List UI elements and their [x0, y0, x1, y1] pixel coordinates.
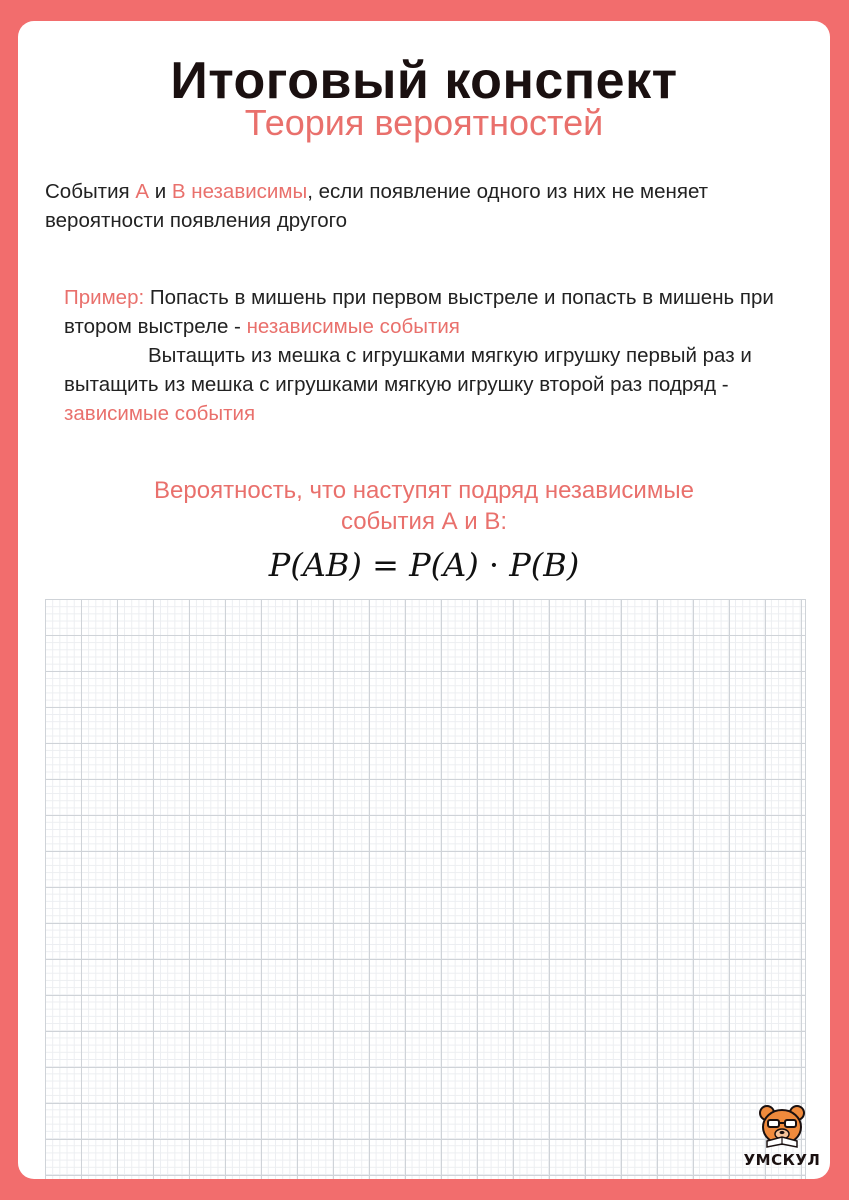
- example-label: Пример:: [64, 286, 145, 309]
- formula-pa: P(A): [409, 546, 479, 584]
- formula-pb: P(B): [509, 546, 580, 584]
- umskul-logo: [740, 1103, 824, 1169]
- definition-text: [45, 177, 815, 235]
- example-result-independent: независимые события: [246, 315, 460, 338]
- definition-part: и: [149, 180, 172, 203]
- probability-caption: [18, 475, 830, 537]
- definition-part: События: [45, 180, 136, 203]
- summary-card: [18, 21, 830, 1179]
- grid-paper: [45, 599, 806, 1179]
- example-block: [64, 283, 804, 428]
- formula-dot: ·: [478, 546, 510, 584]
- event-b-label: В: [171, 180, 186, 203]
- probability-caption-line-1: Вероятность, что наступят подряд независимые: [154, 477, 694, 504]
- logo-text: УМСКУЛ: [743, 1151, 821, 1169]
- probability-caption-line-2: события А и В:: [340, 508, 508, 535]
- example-result-dependent: зависимые события: [64, 402, 256, 425]
- example-text-2: Вытащить из мешка с игрушками мягкую игрушку первый раз и вытащить из мешка с игрушками мягкую игрушку второй раз подряд -: [64, 344, 752, 396]
- page-subtitle: Теория вероятностей: [244, 102, 604, 143]
- formula-equals: =: [361, 546, 410, 584]
- probability-formula: [18, 545, 830, 585]
- event-a-label: А: [135, 180, 150, 203]
- independent-term: независимы: [191, 180, 308, 203]
- definition-part: , если появление одного из них не меняет вероятности появления другого: [45, 180, 709, 232]
- example-second-line: [64, 341, 804, 428]
- example-text-1: Попасть в мишень при первом выстреле и попасть в мишень при втором выстреле -: [64, 286, 774, 338]
- formula-lhs: P(AB): [268, 546, 362, 584]
- page-title: Итоговый конспект: [170, 52, 678, 110]
- bear-icon: [757, 1103, 807, 1149]
